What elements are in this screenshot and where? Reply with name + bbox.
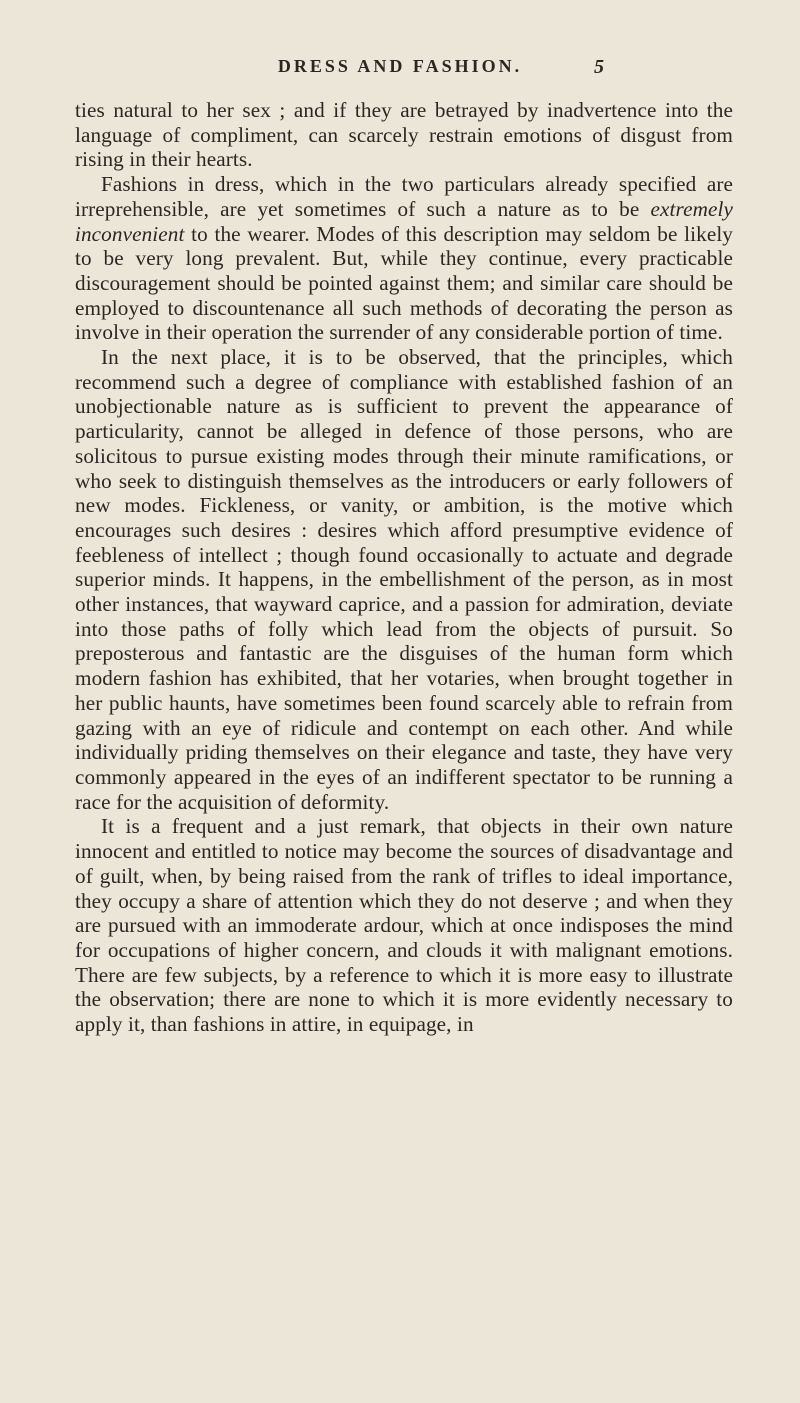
italic-phrase: extremely inconvenient — [75, 196, 733, 246]
paragraph-4: It is a frequent and a just remark, that objects in their own nature innocent and entitled to notice may become the sources of disadvantage and of guilt, when, by being raised from the rank of trifles to ideal importance, they occupy a share of attention which they do not deserve ; and when they are pursued with an immoderate ardour, which at once indisposes the mind for occupations of higher concern, and clouds it with malignant emotions. There are few subjects, by a reference to which it is more easy to illustrate the observation; there are none to which it is more evidently necessary to apply it, than fashions in attire, in equipage, in — [75, 814, 733, 1037]
body-text — [75, 98, 733, 1037]
paragraph-1: ties natural to her sex ; and if they are betrayed by inadvertence into the language of compliment, can scarcely restrain emotions of disgust from rising in their hearts. — [75, 98, 733, 172]
paragraph-2: Fashions in dress, which in the two particulars already specified are irreprehensible, are yet sometimes of such a nature as to be extremely inconvenient to the wearer. Modes of this description may seldom be likely to be very long prevalent. But, while they continue, every practicable discouragement should be pointed against them; and similar care should be employed to discountenance all such methods of decorating the person as involve in their operation the surrender of any considerable portion of time. — [75, 172, 733, 345]
paragraph-3: In the next place, it is to be observed, that the principles, which recommend such a degree of compliance with established fashion of an unobjectionable nature as is sufficient to prevent the appearance of particularity, cannot be alleged in defence of those persons, who are solicitous to pursue existing modes through their minute ramifications, or who seek to distinguish themselves as the introducers or early followers of new modes. Fickleness, or vanity, or ambition, is the motive which encourages such desires : desires which afford presumptive evidence of feebleness of intellect ; though found occasionally to actuate and degrade superior minds. It happens, in the embellishment of the person, as in most other instances, that wayward caprice, and a passion for admiration, deviate into those paths of folly which lead from the objects of pursuit. So preposterous and fantastic are the disguises of the human form which modern fashion has exhibited, that her votaries, when brought together in her public haunts, have sometimes been found scarcely able to refrain from gazing with an eye of ridicule and contempt on each other. And while individually priding themselves on their elegance and taste, they have very commonly appeared in the eyes of an indifferent spectator to be running a race for the acquisition of deformity. — [75, 345, 733, 814]
running-head: DRESS AND FASHION. — [277, 56, 523, 76]
page-number: 5 — [594, 56, 604, 78]
